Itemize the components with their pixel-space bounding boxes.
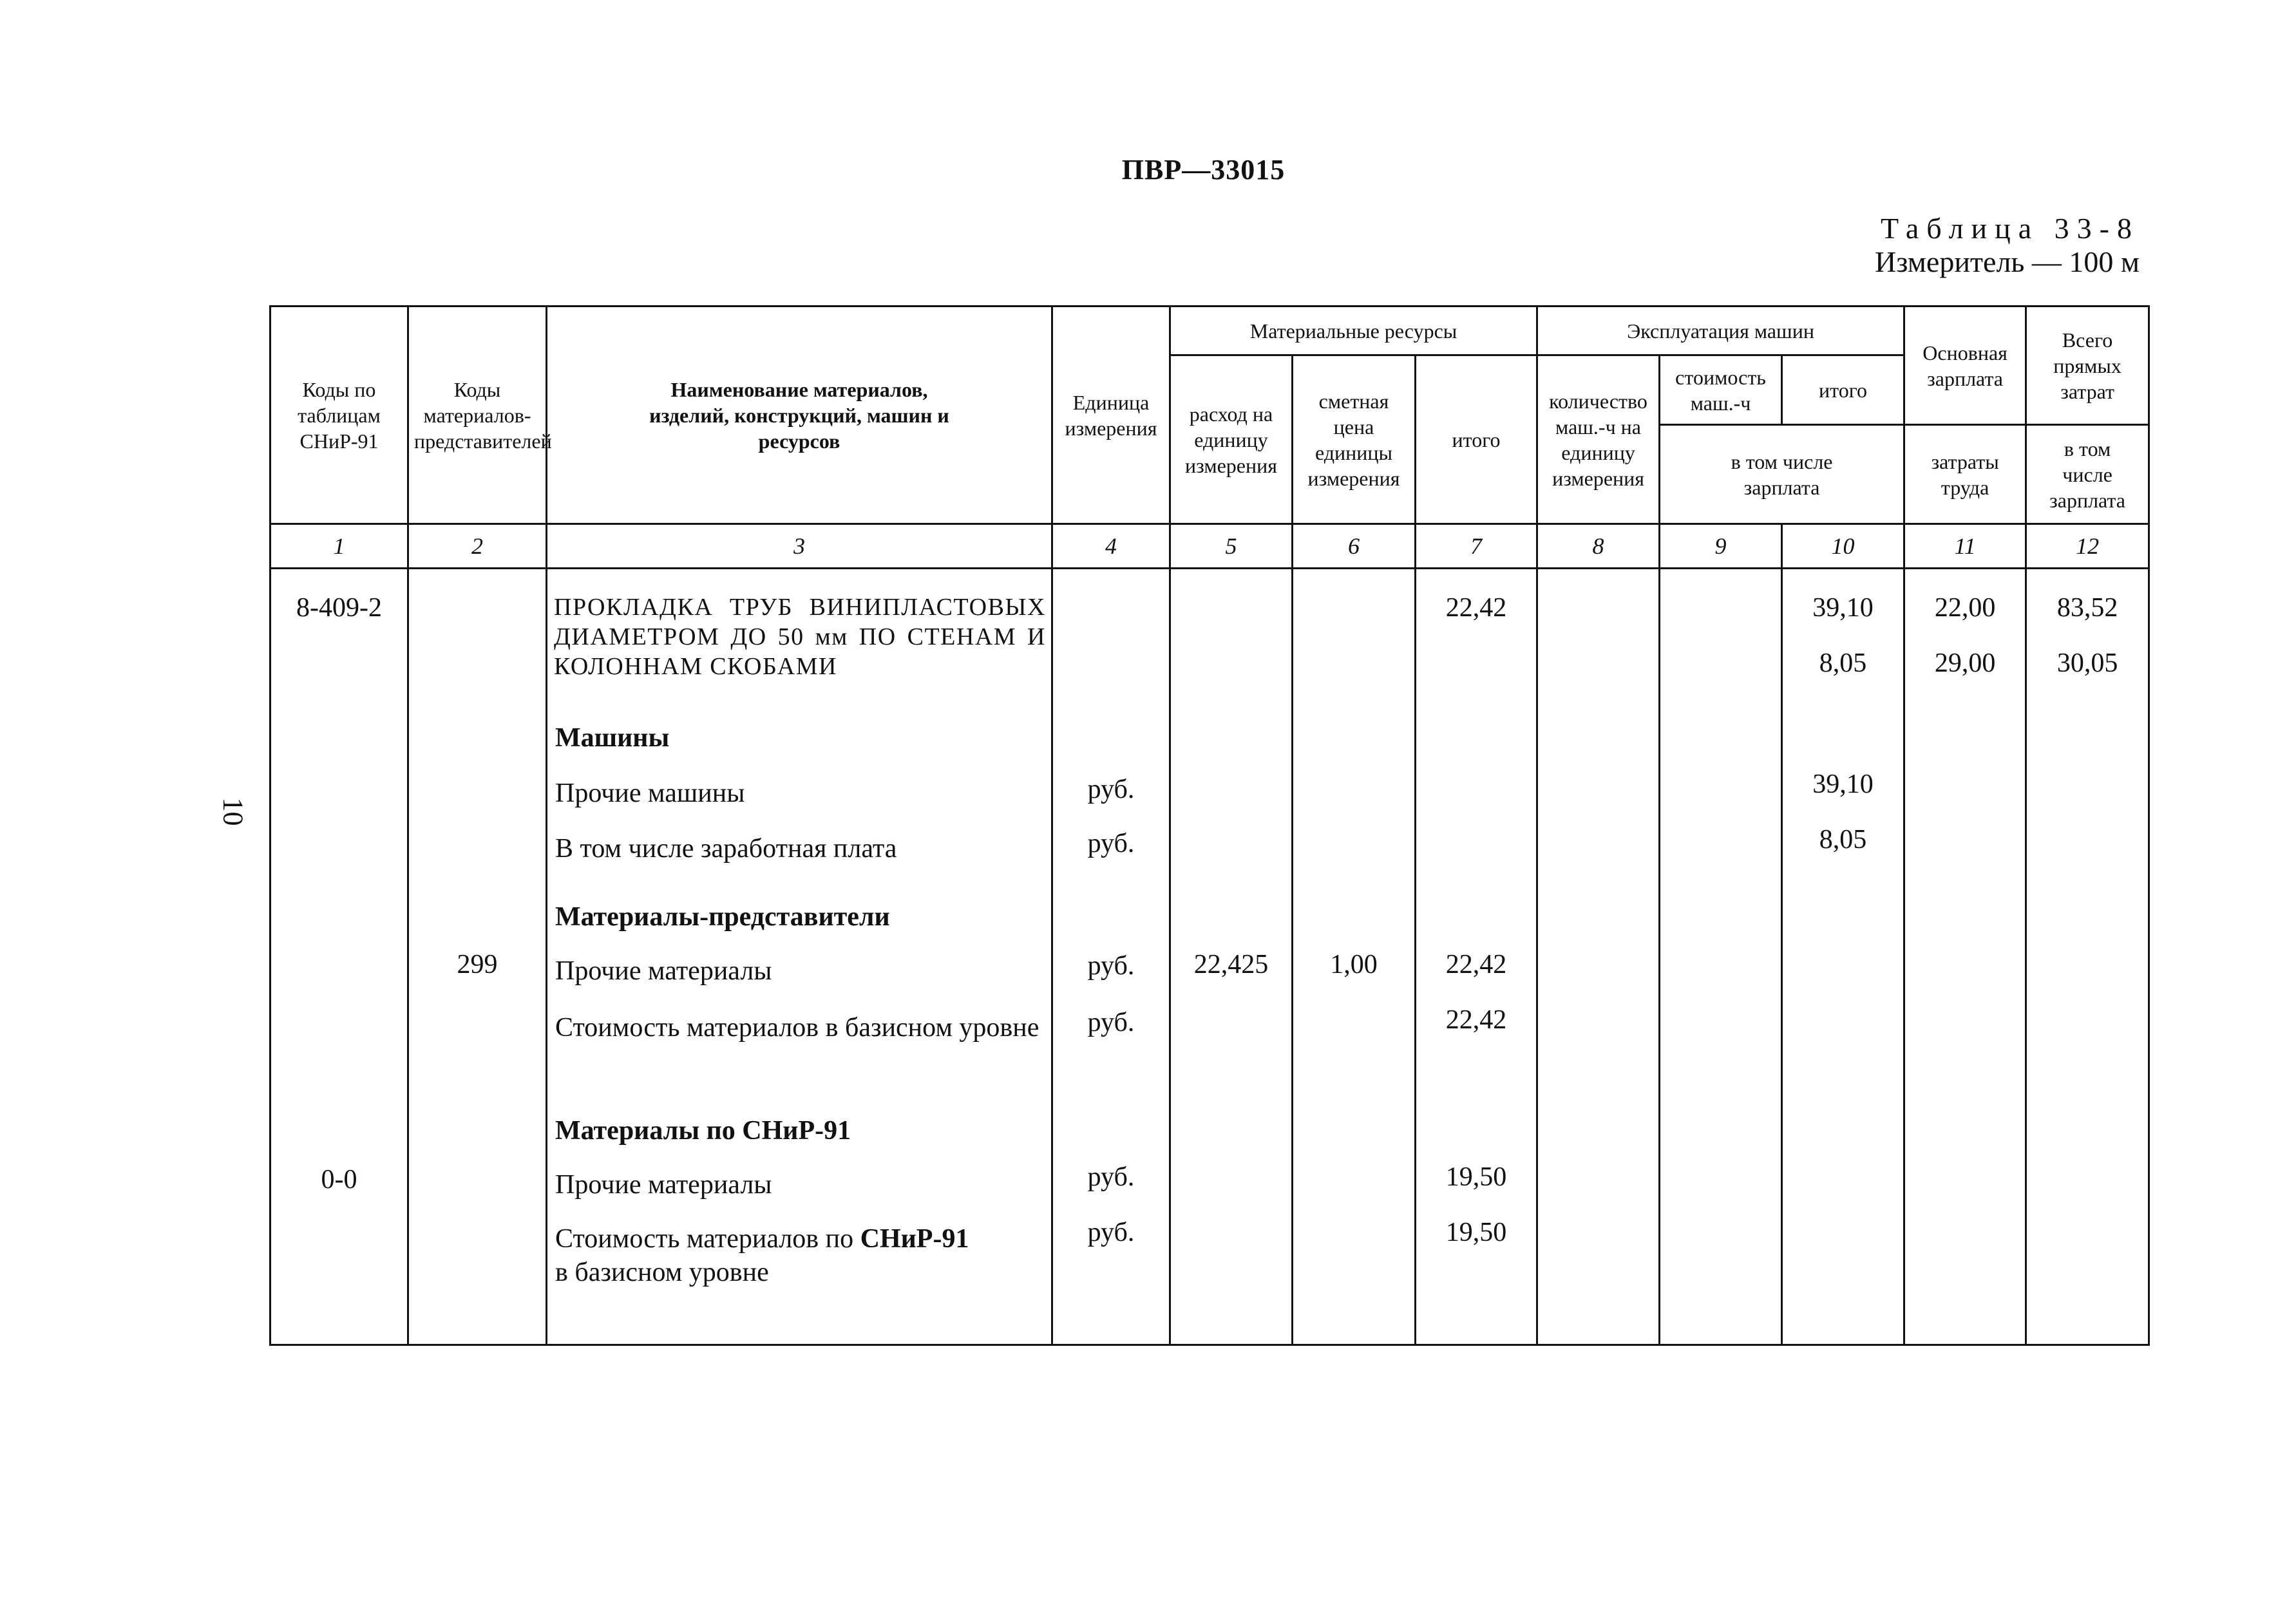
total-material-r2: 22,42 (1445, 1005, 1507, 1035)
reps-cost-base: Стоимость материалов в базисном уровне (555, 1013, 1039, 1043)
unit-r2: руб. (1087, 1008, 1135, 1037)
header-col12-sub: в том числе зарплата (2026, 425, 2149, 524)
col-number: 10 (1782, 524, 1904, 569)
snir-other-materials: Прочие материалы (555, 1170, 772, 1200)
header-col11-sub: затраты труда (1904, 425, 2026, 524)
total-material-title: 22,42 (1445, 593, 1507, 623)
row-code-rep: 299 (457, 950, 498, 979)
consumption-r1: 22,425 (1193, 950, 1269, 979)
header-material-group: Материальные ресурсы (1170, 307, 1537, 355)
header-col7: итого (1416, 355, 1537, 524)
col-number: 12 (2026, 524, 2149, 569)
col-number: 3 (547, 524, 1052, 569)
machines-salary-title: 8,05 (1819, 648, 1867, 678)
section-machines: Машины (555, 723, 670, 753)
unit-r1: руб. (1087, 951, 1135, 981)
direct-costs-salary: 30,05 (2056, 648, 2118, 678)
machines-total-m2: 8,05 (1819, 825, 1867, 854)
machines-total-title: 39,10 (1812, 593, 1874, 623)
col-number: 2 (408, 524, 547, 569)
labor-cost: 29,00 (1934, 648, 1996, 678)
section-snir: Материалы по СНиР-91 (555, 1116, 851, 1146)
base-salary: 22,00 (1934, 593, 1996, 623)
unit-s1: руб. (1087, 1162, 1135, 1192)
header-col8: количество маш.-ч на единицу измерения (1537, 355, 1660, 524)
total-material-r1: 22,42 (1445, 950, 1507, 979)
header-col5: расход на единицу измерения (1170, 355, 1293, 524)
header-col6: сметная цена единицы измерения (1293, 355, 1416, 524)
total-material-s2: 19,50 (1445, 1218, 1507, 1247)
table-label: Таблица 33-8 (1880, 212, 2140, 245)
page-number: 10 (217, 797, 249, 826)
section-representatives: Материалы-представители (555, 902, 890, 932)
col-number: 11 (1904, 524, 2026, 569)
column-numbers-row (271, 524, 2149, 569)
measure-unit: Измеритель — 100 м (1875, 245, 2140, 278)
row-code-snir: 0-0 (321, 1165, 357, 1194)
reps-other-materials: Прочие материалы (555, 956, 772, 986)
snir-cost-base-line2: в базисном уровне (555, 1258, 769, 1287)
machines-salary: В том числе заработная плата (555, 834, 897, 864)
table-body-row (271, 569, 2149, 1345)
col-number: 5 (1170, 524, 1293, 569)
header-col9-10-sub: в том числе зарплата (1660, 425, 1904, 524)
resources-table (269, 305, 2150, 1346)
header-col3: Наименование материалов, изделий, конструкций, машин и ресурсов (547, 307, 1052, 524)
work-title: ПРОКЛАДКА ТРУБ ВИНИПЛАСТОВЫХ ДИАМЕТРОМ ДО 50 мм ПО СТЕНАМ И КОЛОННАМ СКОБАМИ (554, 594, 1046, 680)
header-col10: итого (1782, 355, 1904, 425)
col-number: 9 (1660, 524, 1782, 569)
col-number: 8 (1537, 524, 1660, 569)
header-col12: Всего прямых затрат (2026, 307, 2149, 425)
snir-cost-part1: Стоимость материалов по (555, 1224, 854, 1254)
unit-s2: руб. (1087, 1218, 1135, 1247)
col-number: 7 (1416, 524, 1537, 569)
document-title: ПВР—33015 (1121, 154, 1286, 185)
col-number: 1 (271, 524, 408, 569)
header-col2: Коды материалов-представителей (408, 307, 547, 524)
snir-cost-part2: СНиР-91 (860, 1224, 969, 1254)
col-number: 4 (1052, 524, 1170, 569)
direct-costs-total: 83,52 (2056, 593, 2118, 623)
unit-m1: руб. (1087, 775, 1135, 804)
row-code-main: 8-409-2 (296, 593, 382, 623)
col-number: 6 (1293, 524, 1416, 569)
header-col9: стоимость маш.-ч (1660, 355, 1782, 425)
snir-cost-base-line1 (555, 1223, 1045, 1254)
machines-other: Прочие машины (555, 779, 745, 808)
header-machines-group: Эксплуатация машин (1537, 307, 1904, 355)
unit-m2: руб. (1087, 829, 1135, 858)
total-material-s1: 19,50 (1445, 1162, 1507, 1192)
header-col11: Основная зарплата (1904, 307, 2026, 425)
header-col4: Единица измерения (1052, 307, 1170, 524)
header-col1: Коды по таблицам СНиР-91 (271, 307, 408, 524)
price-r1: 1,00 (1330, 950, 1378, 979)
machines-total-m1: 39,10 (1812, 770, 1874, 799)
